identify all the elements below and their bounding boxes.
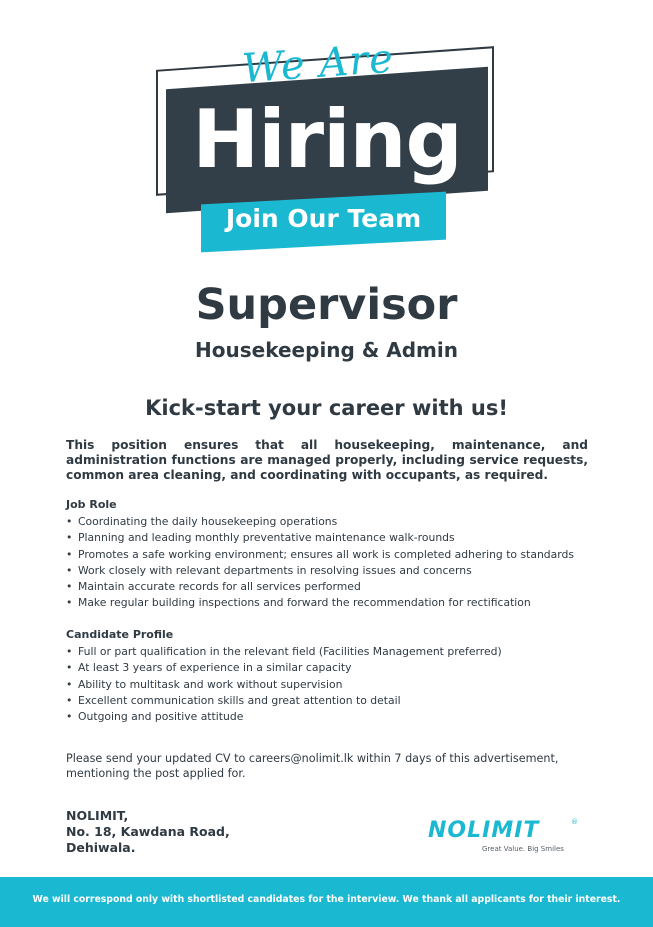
list-item: • Full or part qualification in the relevant field (Facilities Management preferred) (66, 644, 606, 660)
hiring-header (0, 0, 653, 260)
job-department: Housekeeping & Admin (195, 338, 458, 362)
list-item: • Work closely with relevant departments in resolving issues and concerns (66, 563, 606, 579)
candidate-profile-list (66, 644, 606, 725)
job-title: Supervisor (195, 280, 458, 330)
footer-note: We will correspond only with shortlisted candidates for the interview. We thank all applicants for their interest. (32, 894, 621, 905)
list-item: • Ability to multitask and work without supervision (66, 677, 606, 693)
join-banner-text: Join Our Team (225, 204, 422, 233)
address-line: No. 18, Kawdana Road, (66, 824, 230, 839)
logo-tagline: Great Value. Big Smiles (482, 845, 564, 853)
job-role-list (66, 514, 606, 612)
list-item: • Planning and leading monthly preventative maintenance walk-rounds (66, 530, 606, 546)
list-item: • Make regular building inspections and forward the recommendation for rectification (66, 595, 606, 611)
list-item: • Outgoing and positive attitude (66, 709, 606, 725)
company-address (66, 808, 230, 856)
address-line: Dehiwala. (66, 840, 136, 855)
footer-bar (0, 877, 653, 927)
logo-wordmark: NOLIMIT (428, 818, 540, 843)
hiring-title: Hiring (192, 93, 462, 186)
address-line: NOLIMIT, (66, 808, 129, 823)
list-item: • Excellent communication skills and great attention to detail (66, 693, 606, 709)
list-item: • At least 3 years of experience in a similar capacity (66, 660, 606, 676)
we-are-script-title: We Are (240, 35, 396, 93)
list-item: • Promotes a safe working environment; ensures all work is completed adhering to standards (66, 547, 606, 563)
list-item: • Coordinating the daily housekeeping operations (66, 514, 606, 530)
job-role-heading: Job Role (66, 498, 117, 511)
nolimit-logo (428, 818, 578, 858)
apply-instructions: Please send your updated CV to careers@nolimit.lk within 7 days of this advertisement, mentioning the post applied for. (66, 752, 559, 780)
candidate-profile-heading: Candidate Profile (66, 628, 174, 641)
registered-mark: ® (571, 818, 578, 826)
list-item: • Maintain accurate records for all services performed (66, 579, 606, 595)
intro-paragraph: This position ensures that all housekeeping, maintenance, and administration functions are managed properly, including service requests, common area cleaning, and coordinating with occupants, as required. (66, 438, 588, 482)
tagline: Kick-start your career with us! (145, 396, 508, 420)
